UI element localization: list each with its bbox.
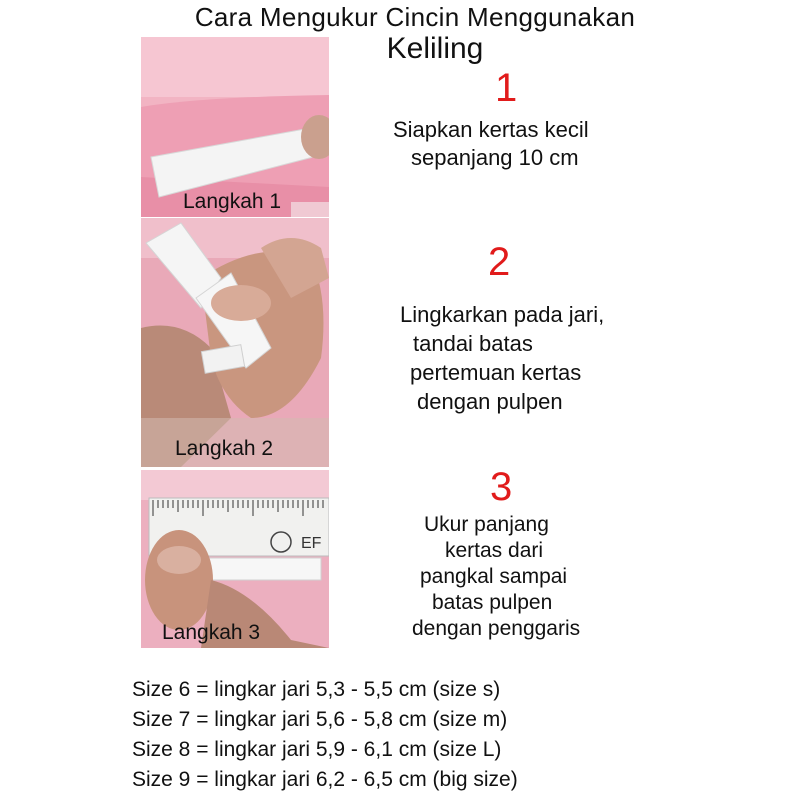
step-3-line-1: Ukur panjang <box>424 513 549 536</box>
step-3-line-4: batas pulpen <box>432 591 553 614</box>
step-1-description <box>393 116 589 172</box>
step-2-photo-label: Langkah 2 <box>175 437 274 460</box>
step-3-description <box>412 512 581 642</box>
size-7-row: Size 7 = lingkar jari 5,6 - 5,8 cm (size m) <box>132 708 508 731</box>
page-title: Cara Mengukur Cincin Menggunakan <box>194 2 636 32</box>
step-1-line-1: Siapkan kertas kecil <box>393 117 589 142</box>
step-3-number: 3 <box>490 465 513 509</box>
step-1-line-2: sepanjang 10 cm <box>411 145 579 170</box>
step-3-line-5: dengan penggaris <box>412 617 581 640</box>
step-2-number: 2 <box>488 240 511 284</box>
size-6-row: Size 6 = lingkar jari 5,3 - 5,5 cm (size s) <box>132 678 501 701</box>
step-2-description <box>400 300 604 416</box>
step-2-illustration <box>141 218 329 467</box>
step-2-line-3: pertemuan kertas <box>410 360 582 385</box>
step-1-number: 1 <box>495 66 518 110</box>
step-3-line-2: kertas dari <box>445 539 544 562</box>
step-2-line-2: tandai batas <box>413 331 533 356</box>
step-2-photo <box>141 218 329 467</box>
size-8-row: Size 8 = lingkar jari 5,9 - 6,1 cm (size L) <box>132 738 502 761</box>
step-2-line-4: dengan pulpen <box>417 389 563 414</box>
step-3-photo-label: Langkah 3 <box>162 621 261 644</box>
size-list <box>132 675 518 795</box>
step-2-line-1: Lingkarkan pada jari, <box>400 302 605 327</box>
page-subtitle: Keliling <box>386 32 484 65</box>
step-1-photo-label: Langkah 1 <box>183 190 282 213</box>
step-3-line-3: pangkal sampai <box>420 565 568 588</box>
size-9-row: Size 9 = lingkar jari 6,2 - 6,5 cm (big size) <box>132 768 518 791</box>
ruler-brand-text: EF <box>301 535 322 552</box>
